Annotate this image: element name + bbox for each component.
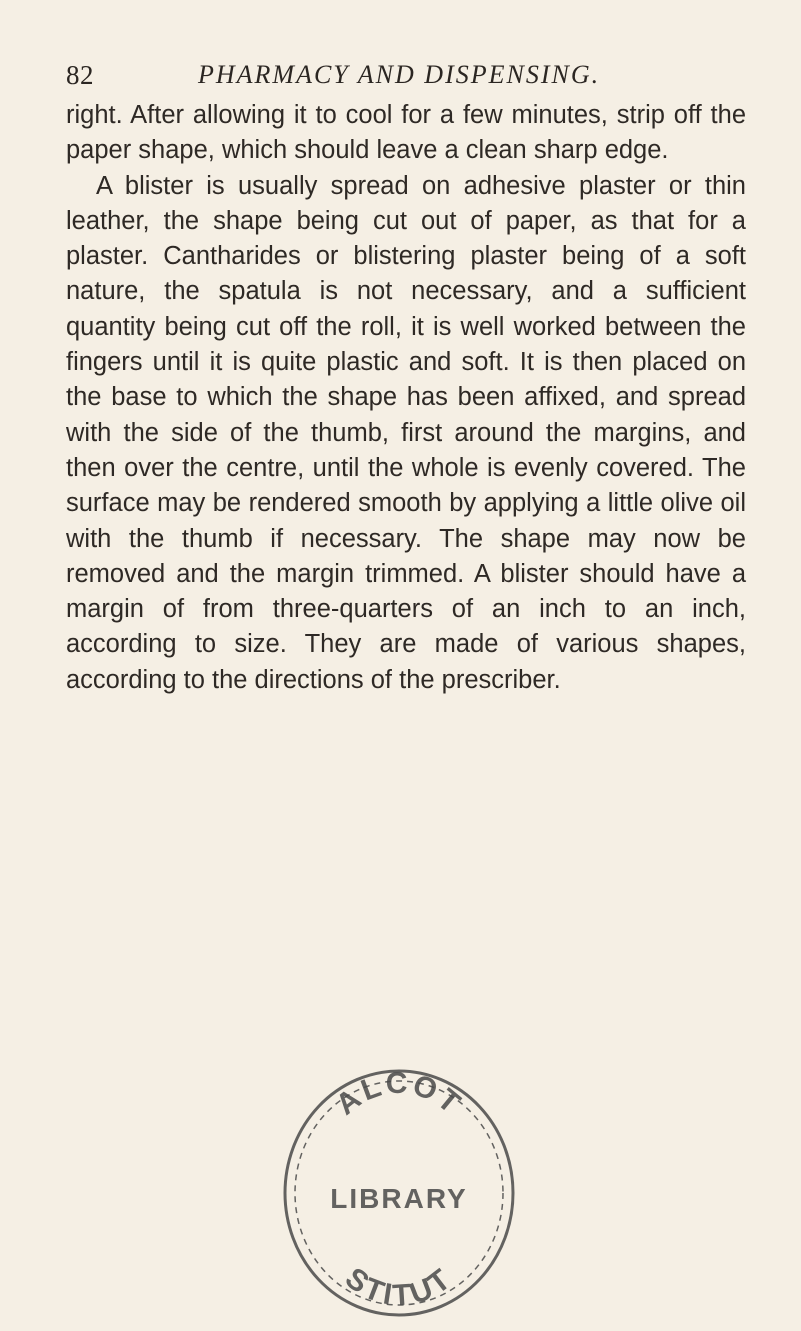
stamp-center-text: LIBRARY: [330, 1183, 468, 1214]
body-text: [66, 98, 746, 698]
paragraph: right. After allowing it to cool for a few minutes, strip off the paper shape, which should leave a clean sharp edge.: [66, 101, 746, 165]
stamp-bottom-text: STITUT: [339, 1261, 459, 1313]
paragraph: A blister is usually spread on adhesive plaster or thin leather, the shape being cut out of paper, as that for a plaster. Cantharides or blistering plaster being of a soft nature, the spatula is not necessary, and a sufficient quantity being cut off the roll, it is well worked between the fingers until it is quite plastic and soft. It is then placed on the base to which the shape has been affixed, and spread with the side of the thumb, first around the margins, and then over the centre, until the whole is evenly covered. The surface may be rendered smooth by applying a little olive oil with the thumb if necessary. The shape may now be removed and the margin trimmed. A blister should have a margin of from three-quarters of an inch to an inch, according to size. They are made of various shapes, according to the directions of the prescriber.: [66, 171, 746, 694]
stamp-top-text: ALCOT: [329, 1066, 469, 1122]
page-number: 82: [66, 60, 94, 90]
svg-text:ALCOT: [330, 1067, 469, 1122]
running-title: PHARMACY AND DISPENSING.: [198, 60, 601, 89]
library-stamp: [276, 1063, 522, 1323]
